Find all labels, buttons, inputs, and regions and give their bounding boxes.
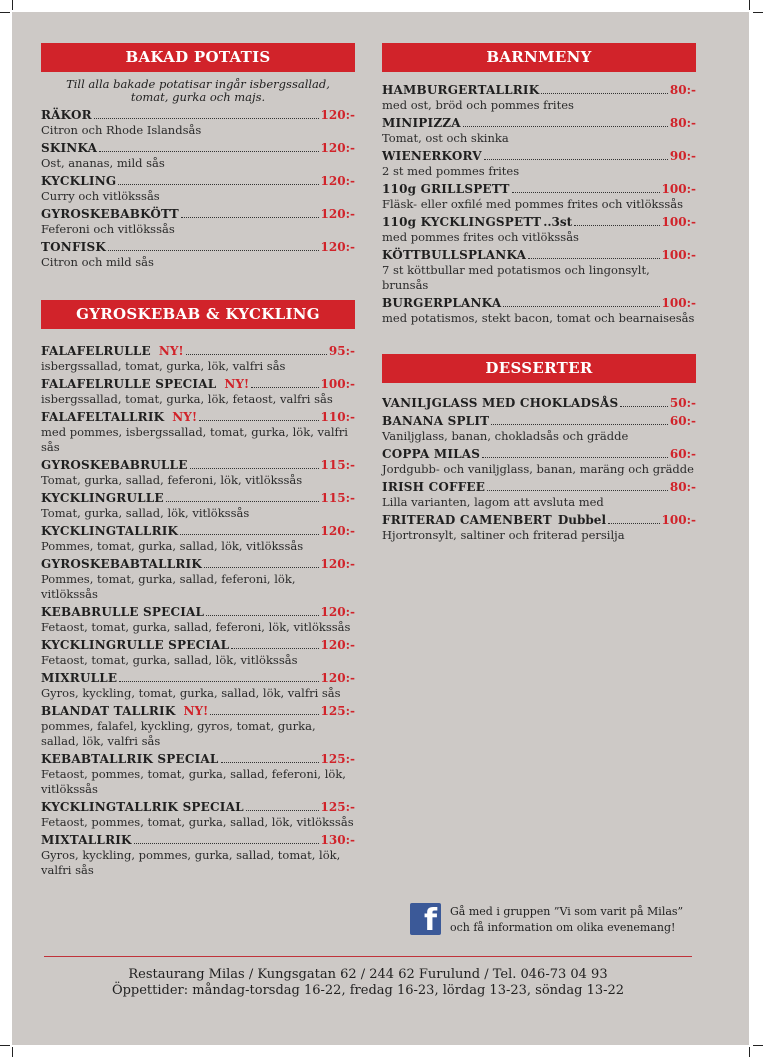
dot-leader — [503, 306, 659, 307]
menu-item-name: KEBABTALLRIK SPECIAL — [41, 752, 219, 766]
menu-item — [41, 377, 355, 407]
menu-item-name: GYROSKEBABKÖTT — [41, 207, 179, 221]
menu-item — [41, 458, 355, 488]
new-badge: NY! — [183, 704, 209, 718]
menu-item-name: KYCKLINGRULLE SPECIAL — [41, 638, 230, 652]
menu-item-name: RÄKOR — [41, 108, 92, 122]
menu-item-name: KYCKLINGRULLE — [41, 491, 164, 505]
dot-leader — [199, 420, 318, 421]
menu-list — [382, 83, 696, 326]
dot-leader — [482, 457, 668, 458]
menu-item-price: 120:- — [320, 638, 355, 652]
menu-item-description: Ost, ananas, mild sås — [41, 156, 165, 170]
left-column — [41, 43, 355, 878]
menu-item-description: Hjortronsylt, saltiner och friterad persilja — [382, 528, 625, 542]
menu-item-row — [41, 752, 355, 767]
menu-item — [382, 83, 696, 113]
menu-item — [382, 296, 696, 326]
menu-item-row — [41, 557, 355, 572]
menu-item-description: Feferoni och vitlökssås — [41, 222, 175, 236]
menu-item-name: VANILJGLASS MED CHOKLADSÅS — [382, 396, 619, 410]
menu-item-row — [41, 410, 355, 425]
menu-list — [41, 344, 355, 878]
menu-item-description: Citron och Rhode Islandsås — [41, 123, 202, 137]
menu-item-name: COPPA MILAS — [382, 447, 481, 461]
menu-item — [382, 447, 696, 477]
menu-item — [41, 141, 355, 171]
menu-item-row — [41, 671, 355, 686]
menu-item-price: 100:- — [661, 296, 696, 310]
menu-item — [41, 557, 355, 602]
menu-item — [382, 248, 696, 293]
dot-leader — [119, 681, 318, 682]
menu-item-price: 120:- — [320, 557, 355, 571]
dot-leader — [206, 615, 318, 616]
menu-item-row — [382, 182, 696, 197]
menu-item-description: Jordgubb- och vaniljglass, banan, maräng och grädde — [382, 462, 694, 476]
menu-item-name: FALAFELTALLRIK — [41, 410, 165, 424]
menu-item-price: 125:- — [320, 704, 355, 718]
menu-item-description: Vaniljglass, banan, chokladsås och grädde — [382, 429, 629, 443]
menu-item-description: Lilla varianten, lagom att avsluta med — [382, 495, 604, 509]
menu-item-description: Pommes, tomat, gurka, sallad, lök, vitlökssås — [41, 539, 304, 553]
menu-item-price: 120:- — [320, 207, 355, 221]
dot-leader — [180, 534, 318, 535]
menu-item-name: MIXTALLRIK — [41, 833, 132, 847]
menu-item-name: FRITERAD CAMENBERT — [382, 513, 552, 527]
menu-item-price: 120:- — [320, 240, 355, 254]
menu-item-name: GYROSKEBABTALLRIK — [41, 557, 202, 571]
menu-item-name: 110g GRILLSPETT — [382, 182, 510, 196]
menu-item-row — [41, 174, 355, 189]
dot-leader — [108, 250, 319, 251]
menu-item-price: 120:- — [320, 524, 355, 538]
menu-item-price: 100:- — [661, 248, 696, 262]
dot-leader — [118, 184, 318, 185]
dot-leader — [512, 192, 660, 193]
menu-item-name: TONFISK — [41, 240, 106, 254]
menu-item-row — [382, 513, 696, 528]
menu-item-row — [382, 447, 696, 462]
menu-item-description: Fläsk- eller oxfilé med pommes frites och vitlökssås — [382, 197, 684, 211]
menu-item-row — [41, 458, 355, 473]
menu-item-row — [41, 704, 355, 719]
menu-item-price: 120:- — [320, 141, 355, 155]
menu-item-description: isbergssallad, tomat, gurka, lök, valfri sås — [41, 359, 286, 373]
menu-item-row — [41, 240, 355, 255]
menu-item-price: 130:- — [320, 833, 355, 847]
menu-item-description: med pommes frites och vitlökssås — [382, 230, 579, 244]
dot-leader — [246, 810, 319, 811]
menu-item-description: Pommes, tomat, gurka, sallad, feferoni, lök, vitlökssås — [41, 572, 296, 601]
dot-leader — [251, 387, 318, 388]
menu-item-row — [41, 207, 355, 222]
menu-item-name: IRISH COFFEE — [382, 480, 486, 494]
menu-item — [41, 344, 355, 374]
menu-item-price: 115:- — [320, 458, 355, 472]
crop-mark — [0, 1045, 10, 1046]
menu-item-row — [41, 491, 355, 506]
menu-item-row — [382, 83, 696, 98]
menu-item-price: 125:- — [320, 752, 355, 766]
menu-item — [382, 215, 696, 245]
menu-item — [41, 833, 355, 878]
dot-leader — [491, 424, 668, 425]
menu-item-name: BLANDAT TALLRIK — [41, 704, 176, 718]
dot-leader — [484, 159, 668, 160]
menu-item-extra: Dubbel — [557, 513, 606, 527]
menu-item-description: Fetaost, pommes, tomat, gurka, sallad, lök, vitlökssås — [41, 815, 354, 829]
menu-item-row — [382, 480, 696, 495]
crop-mark — [749, 0, 750, 10]
crop-mark — [753, 1045, 763, 1046]
menu-item-row — [41, 833, 355, 848]
dot-leader — [620, 406, 667, 407]
crop-mark — [749, 1047, 750, 1057]
section-header-desserter: DESSERTER — [382, 354, 696, 383]
menu-item-price: 120:- — [320, 605, 355, 619]
facebook-line-2: och få information om olika evenemang! — [450, 921, 676, 934]
crop-mark — [0, 12, 10, 13]
menu-item-description: isbergssallad, tomat, gurka, lök, fetaost, valfri sås — [41, 392, 333, 406]
dot-leader — [528, 258, 659, 259]
menu-item-name: HAMBURGERTALLRIK — [382, 83, 540, 97]
menu-item-description: Fetaost, tomat, gurka, sallad, feferoni, lök, vitlökssås — [41, 620, 351, 634]
menu-item-row — [41, 141, 355, 156]
menu-item-price: 80:- — [669, 116, 696, 130]
menu-item-row — [382, 149, 696, 164]
menu-item-description: med pommes, isbergssallad, tomat, gurka, lök, valfri sås — [41, 425, 348, 454]
new-badge: NY! — [158, 344, 184, 358]
menu-item-name: MINIPIZZA — [382, 116, 461, 130]
dot-leader — [134, 843, 319, 844]
menu-item-price: 120:- — [320, 174, 355, 188]
menu-item-description: med ost, bröd och pommes frites — [382, 98, 574, 112]
menu-item — [41, 671, 355, 701]
menu-item — [41, 207, 355, 237]
menu-item-name: FALAFELRULLE SPECIAL — [41, 377, 217, 391]
menu-item — [41, 800, 355, 830]
menu-item-name: KEBABRULLE SPECIAL — [41, 605, 205, 619]
footer-divider — [44, 956, 692, 957]
menu-list — [382, 396, 696, 543]
menu-item — [41, 491, 355, 521]
menu-item-row — [382, 396, 696, 411]
menu-item-description: Tomat, gurka, sallad, lök, vitlökssås — [41, 506, 250, 520]
menu-item — [41, 524, 355, 554]
dot-leader — [463, 126, 668, 127]
menu-item-name: WIENERKORV — [382, 149, 482, 163]
menu-item-description: 7 st köttbullar med potatismos och lingonsylt, brunsås — [382, 263, 650, 292]
menu-item-row — [41, 638, 355, 653]
menu-item-name: BANANA SPLIT — [382, 414, 490, 428]
right-column — [382, 43, 696, 543]
menu-item — [41, 174, 355, 204]
facebook-text — [450, 904, 683, 936]
menu-item-name: KÖTTBULLSPLANKA — [382, 248, 527, 262]
menu-item-price: 100:- — [661, 513, 696, 527]
menu-item-price: 100:- — [320, 377, 355, 391]
dot-leader — [608, 523, 660, 524]
crop-mark — [12, 1047, 13, 1057]
menu-item-price: 95:- — [328, 344, 355, 358]
menu-item-price: 110:- — [320, 410, 355, 424]
menu-item-name: SKINKA — [41, 141, 98, 155]
menu-item-name: MIXRULLE — [41, 671, 118, 685]
menu-item — [41, 605, 355, 635]
menu-item-row — [382, 215, 696, 230]
menu-item — [382, 414, 696, 444]
dot-leader — [231, 648, 318, 649]
menu-item-price: 80:- — [669, 480, 696, 494]
menu-item-price: 120:- — [320, 671, 355, 685]
menu-item-row — [382, 248, 696, 263]
facebook-line-1: Gå med i gruppen ”Vi som varit på Milas” — [450, 905, 684, 918]
menu-item-description: med potatismos, stekt bacon, tomat och bearnaisesås — [382, 311, 695, 325]
crop-mark — [12, 0, 13, 10]
menu-item-price: 90:- — [669, 149, 696, 163]
dot-leader — [181, 217, 319, 218]
menu-item-description: Fetaost, pommes, tomat, gurka, sallad, feferoni, lök, vitlökssås — [41, 767, 346, 796]
menu-item-price: 100:- — [661, 182, 696, 196]
menu-item-name: KYCKLINGTALLRIK SPECIAL — [41, 800, 244, 814]
dot-leader — [541, 93, 668, 94]
dot-leader — [204, 567, 319, 568]
menu-item-price: 115:- — [320, 491, 355, 505]
footer-hours: Öppettider: måndag-torsdag 16-22, fredag 16-23, lördag 13-23, söndag 13-22 — [111, 983, 625, 998]
menu-item-row — [41, 108, 355, 123]
menu-item — [41, 638, 355, 668]
footer-address: Restaurang Milas / Kungsgatan 62 / 244 62 Furulund / Tel. 046-73 04 93 — [128, 967, 608, 982]
menu-item-name: BURGERPLANKA — [382, 296, 502, 310]
menu-item-price: 125:- — [320, 800, 355, 814]
menu-item-row — [41, 605, 355, 620]
dot-leader — [210, 714, 318, 715]
menu-item-row — [41, 800, 355, 815]
menu-item-extra: ..3st — [543, 215, 573, 229]
menu-item-row — [382, 116, 696, 131]
facebook-icon[interactable]: f — [410, 903, 441, 935]
menu-item — [41, 752, 355, 797]
menu-item-description: Curry och vitlökssås — [41, 189, 160, 203]
menu-item-row — [41, 344, 355, 359]
menu-item-description: 2 st med pommes frites — [382, 164, 520, 178]
footer — [44, 967, 692, 999]
menu-item — [382, 149, 696, 179]
menu-item-row — [382, 414, 696, 429]
section-intro: Till alla bakade potatisar ingår isbergssallad, tomat, gurka och majs. — [66, 77, 330, 104]
menu-item-row — [41, 377, 355, 392]
menu-item-description: Gyros, kyckling, tomat, gurka, sallad, lök, valfri sås — [41, 686, 341, 700]
menu-item-name: GYROSKEBABRULLE — [41, 458, 188, 472]
new-badge: NY! — [172, 410, 198, 424]
menu-item-name: 110g KYCKLINGSPETT — [382, 215, 542, 229]
menu-item-price: 60:- — [669, 414, 696, 428]
menu-list — [41, 108, 355, 270]
section-header-gyroskebab-kyckling: GYROSKEBAB & KYCKLING — [41, 300, 355, 329]
menu-item-description: pommes, falafel, kyckling, gyros, tomat, gurka, sallad, lök, valfri sås — [41, 719, 316, 748]
dot-leader — [574, 225, 659, 226]
dot-leader — [99, 151, 318, 152]
dot-leader — [186, 354, 327, 355]
new-badge: NY! — [224, 377, 250, 391]
menu-item — [41, 704, 355, 749]
menu-item-name: KYCKLINGTALLRIK — [41, 524, 179, 538]
menu-item-description: Citron och mild sås — [41, 255, 154, 269]
menu-item-row — [41, 524, 355, 539]
menu-item-description: Tomat, ost och skinka — [382, 131, 509, 145]
dot-leader — [94, 118, 319, 119]
dot-leader — [190, 468, 319, 469]
menu-item — [382, 480, 696, 510]
section-header-barnmeny: BARNMENY — [382, 43, 696, 72]
menu-item — [382, 513, 696, 543]
menu-item — [382, 182, 696, 212]
menu-item-row — [382, 296, 696, 311]
menu-item — [41, 108, 355, 138]
dot-leader — [166, 501, 319, 502]
menu-item-name: KYCKLING — [41, 174, 117, 188]
menu-item-description: Gyros, kyckling, pommes, gurka, sallad, tomat, lök, valfri sås — [41, 848, 341, 877]
menu-item — [382, 396, 696, 411]
menu-item-description: Fetaost, tomat, gurka, sallad, lök, vitlökssås — [41, 653, 298, 667]
menu-item-price: 100:- — [661, 215, 696, 229]
menu-item — [41, 240, 355, 270]
menu-item-name: FALAFELRULLE — [41, 344, 151, 358]
facebook-promo[interactable] — [410, 903, 706, 943]
menu-item — [41, 410, 355, 455]
menu-item-price: 120:- — [320, 108, 355, 122]
menu-item — [382, 116, 696, 146]
menu-item-price: 80:- — [669, 83, 696, 97]
dot-leader — [221, 762, 319, 763]
menu-item-price: 60:- — [669, 447, 696, 461]
crop-mark — [753, 12, 763, 13]
dot-leader — [487, 490, 668, 491]
menu-item-price: 50:- — [669, 396, 696, 410]
menu-item-description: Tomat, gurka, sallad, feferoni, lök, vitlökssås — [41, 473, 303, 487]
section-header-bakad-potatis: BAKAD POTATIS — [41, 43, 355, 72]
